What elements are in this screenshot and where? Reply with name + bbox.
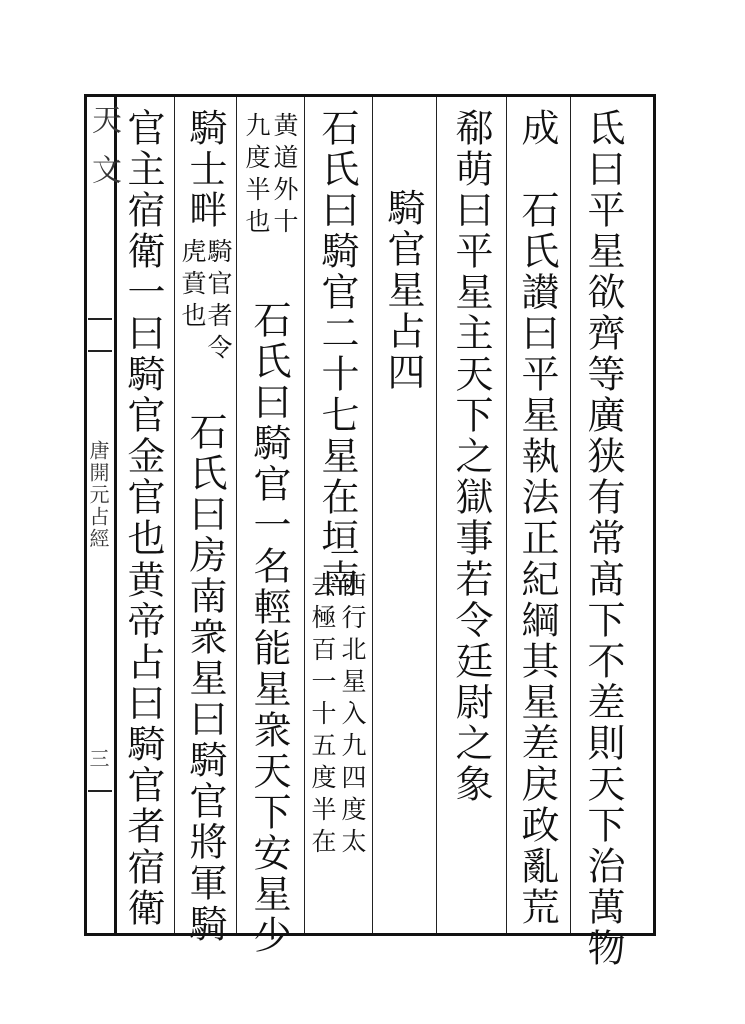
margin-section-label: 唐開元占經 — [86, 440, 110, 550]
annotation-note: 九度半也 — [242, 112, 271, 240]
column-rule — [304, 97, 305, 933]
text-column: 石氏曰房南衆星曰騎官將軍騎 — [183, 412, 227, 945]
annotation-note: 西行北星入九四度太 — [338, 572, 367, 860]
annotation-note: 黄道外十 — [270, 112, 299, 240]
text-column: 石氏曰騎官一名輕能星衆天下安星少 — [247, 300, 291, 956]
margin-page-number: 三 — [86, 748, 110, 770]
margin-rule — [88, 790, 112, 792]
margin-title: 天文 — [86, 104, 121, 204]
text-column: 黄帝占曰騎官者宿衛 — [121, 560, 165, 929]
column-rule — [506, 97, 507, 933]
text-column: 官主宿衛一曰騎官金官也 — [121, 108, 165, 559]
text-column: 石氏曰騎官二十七星在垣南 — [315, 108, 359, 600]
text-column: 氐曰平星欲齊等廣狭有常髙下不差則天下治萬物 — [581, 108, 625, 969]
column-rule — [236, 97, 237, 933]
text-column: 郗萌曰平星主天下之獄事若令廷尉之象 — [449, 108, 493, 805]
text-column: 成 石氏讃曰平星執法正紀綱其星差戻政亂荒 — [515, 108, 559, 928]
annotation-note: 騎官者令 — [204, 238, 233, 366]
annotation-note: 去極百一十五度半在 — [308, 572, 337, 860]
text-column: 騎士畔 — [183, 108, 227, 231]
section-mark — [88, 310, 112, 360]
column-rule — [174, 97, 175, 933]
section-heading: 騎官星占四 — [381, 188, 425, 393]
margin-divider — [114, 94, 117, 936]
column-rule — [436, 97, 437, 933]
column-rule — [570, 97, 571, 933]
column-rule — [372, 97, 373, 933]
annotation-note: 虎賁也 — [178, 238, 207, 334]
